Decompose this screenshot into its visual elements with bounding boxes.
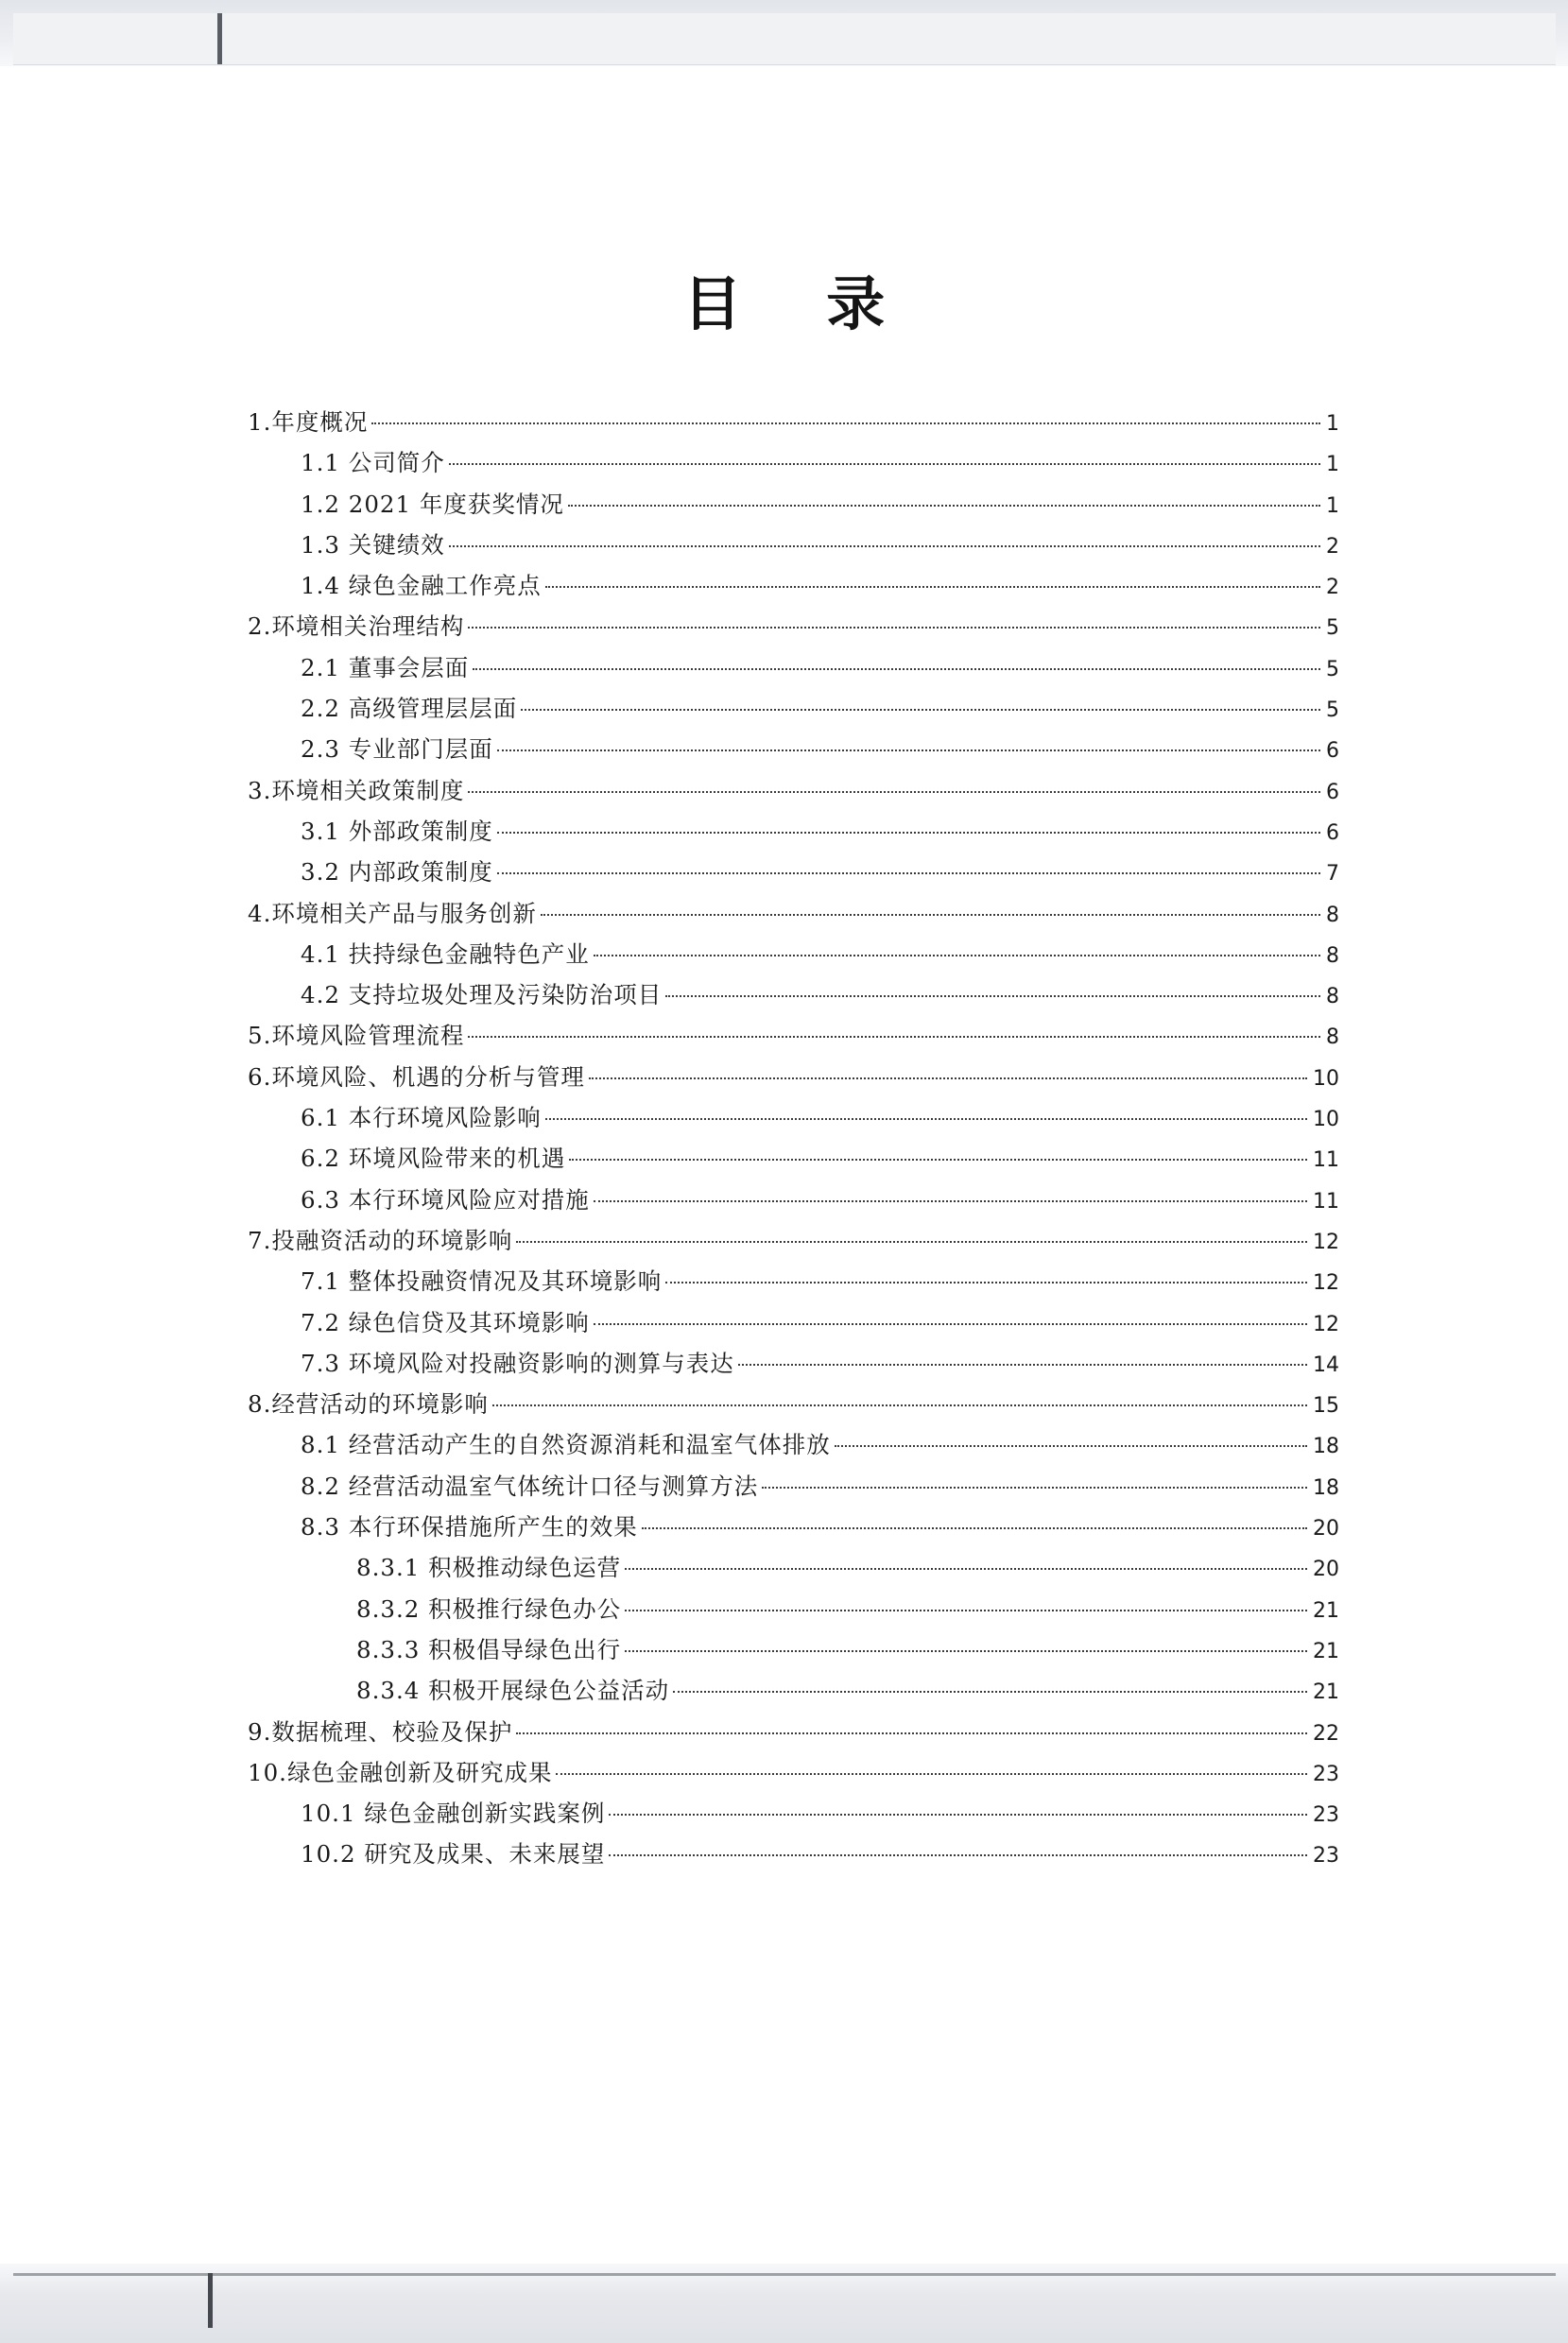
toc-entry-page: 12 [1313, 1230, 1339, 1254]
toc-entry-page: 1 [1326, 412, 1339, 436]
toc-leader-dots [521, 709, 1320, 711]
toc-leader-dots [625, 1568, 1307, 1570]
toc-entry[interactable] [248, 647, 1339, 688]
toc-leader-dots [371, 422, 1320, 424]
toc-entry-page: 6 [1326, 739, 1339, 764]
toc-entry-page: 21 [1313, 1639, 1339, 1663]
toc-entry[interactable] [248, 1507, 1339, 1547]
toc-entry-page: 23 [1313, 1803, 1339, 1828]
toc-entry-label: 1.3 关键绩效 [301, 530, 445, 559]
toc-leader-dots [545, 586, 1320, 588]
toc-entry[interactable] [248, 565, 1339, 606]
toc-entry-page: 11 [1313, 1148, 1339, 1173]
toc-entry-page: 12 [1313, 1271, 1339, 1296]
toc-entry-label: 8.3.1 积极推动绿色运营 [356, 1554, 622, 1582]
toc-entry-page: 1 [1326, 493, 1339, 518]
toc-entry-label: 8.3.2 积极推行绿色办公 [356, 1594, 622, 1623]
toc-entry-label: 3.环境相关政策制度 [248, 776, 465, 804]
toc-entry-page: 8 [1326, 903, 1339, 927]
toc-entry-page: 20 [1313, 1558, 1339, 1582]
toc-entry-page: 5 [1326, 657, 1339, 681]
toc-leader-dots [665, 995, 1320, 997]
toc-entry[interactable] [248, 974, 1339, 1015]
toc-leader-dots [589, 1077, 1307, 1079]
toc-entry-label: 5.环境风险管理流程 [248, 1022, 465, 1050]
toc-entry-page: 2 [1326, 534, 1339, 559]
toc-entry[interactable] [248, 811, 1339, 852]
toc-entry-page: 23 [1313, 1844, 1339, 1869]
toc-entry[interactable] [248, 1138, 1339, 1179]
toc-leader-dots [625, 1610, 1307, 1611]
toc-leader-dots [835, 1445, 1307, 1447]
toc-entry-label: 6.2 环境风险带来的机遇 [301, 1145, 566, 1173]
toc-entry-label: 1.4 绿色金融工作亮点 [301, 572, 542, 600]
toc-leader-dots [516, 1732, 1307, 1734]
toc-entry[interactable] [248, 1302, 1339, 1343]
toc-entry[interactable] [248, 1752, 1339, 1793]
toc-entry-label: 7.3 环境风险对投融资影响的测算与表达 [301, 1349, 734, 1377]
toc-entry-label: 4.1 扶持绿色金融特色产业 [301, 939, 590, 968]
scan-top-bar [13, 13, 1556, 65]
toc-entry-label: 1.1 公司简介 [301, 449, 445, 477]
toc-leader-dots [497, 749, 1320, 751]
toc-leader-dots [497, 832, 1320, 834]
toc-entry-label: 8.经营活动的环境影响 [248, 1390, 489, 1419]
toc-entry-page: 18 [1313, 1475, 1339, 1500]
toc-entry-page: 8 [1326, 943, 1339, 968]
toc-leader-dots [541, 914, 1320, 916]
toc-entry[interactable] [248, 1384, 1339, 1424]
toc-leader-dots [468, 627, 1320, 629]
toc-entry[interactable] [248, 770, 1339, 811]
toc-entry[interactable] [248, 893, 1339, 934]
toc-leader-dots [497, 872, 1320, 874]
toc-entry[interactable] [248, 402, 1339, 442]
toc-entry[interactable] [248, 525, 1339, 565]
toc-entry[interactable] [248, 1466, 1339, 1507]
toc-entry-label: 9.数据梳理、校验及保护 [248, 1717, 513, 1746]
toc-entry-label: 4.2 支持垃圾处理及污染防治项目 [301, 981, 663, 1009]
toc-entry-label: 10.2 研究及成果、未来展望 [301, 1840, 606, 1869]
toc-entry[interactable] [248, 606, 1339, 646]
toc-entry-page: 11 [1313, 1189, 1339, 1214]
toc-entry[interactable] [248, 1261, 1339, 1301]
toc-entry[interactable] [248, 1343, 1339, 1384]
toc-entry[interactable] [248, 729, 1339, 769]
page-title: 目 录 [682, 269, 918, 338]
toc-leader-dots [468, 791, 1320, 793]
toc-entry-label: 3.2 内部政策制度 [301, 858, 493, 887]
toc-entry-page: 2 [1326, 576, 1339, 600]
toc-entry[interactable] [248, 1180, 1339, 1220]
toc-leader-dots [569, 1159, 1307, 1161]
toc-entry-page: 5 [1326, 698, 1339, 723]
toc-entry-label: 2.3 专业部门层面 [301, 735, 493, 764]
toc-entry[interactable] [248, 1670, 1339, 1711]
toc-entry[interactable] [248, 1589, 1339, 1629]
toc-entry[interactable] [248, 1834, 1339, 1874]
toc-entry-page: 8 [1326, 1025, 1339, 1050]
toc-entry[interactable] [248, 1629, 1339, 1670]
toc-leader-dots [665, 1282, 1307, 1283]
toc-leader-dots [609, 1814, 1307, 1816]
toc-entry-label: 7.2 绿色信贷及其环境影响 [301, 1308, 590, 1336]
toc-entry-label: 8.3 本行环保措施所产生的效果 [301, 1513, 638, 1542]
toc-entry-label: 8.3.3 积极倡导绿色出行 [356, 1635, 622, 1663]
toc-entry-label: 8.1 经营活动产生的自然资源消耗和温室气体排放 [301, 1431, 831, 1459]
toc-entry-label: 10.绿色金融创新及研究成果 [248, 1758, 553, 1786]
toc-entry-label: 7.1 整体投融资情况及其环境影响 [301, 1267, 663, 1296]
toc-entry[interactable] [248, 1793, 1339, 1834]
toc-entry-page: 8 [1326, 985, 1339, 1009]
toc-entry[interactable] [248, 1015, 1339, 1056]
toc-leader-dots [468, 1036, 1320, 1038]
toc-entry-page: 12 [1313, 1312, 1339, 1336]
toc-entry-page: 18 [1313, 1435, 1339, 1459]
toc-entry-page: 23 [1313, 1762, 1339, 1786]
toc-entry-page: 10 [1313, 1066, 1339, 1091]
toc-entry[interactable] [248, 1057, 1339, 1097]
toc-entry-label: 8.3.4 积极开展绿色公益活动 [356, 1677, 670, 1705]
toc-entry[interactable] [248, 688, 1339, 729]
toc-entry-page: 6 [1326, 820, 1339, 845]
toc-entry-label: 2.2 高级管理层层面 [301, 695, 518, 723]
toc-entry-label: 8.2 经营活动温室气体统计口径与测算方法 [301, 1472, 759, 1500]
toc-entry-page: 20 [1313, 1517, 1339, 1542]
toc-entry[interactable] [248, 1547, 1339, 1588]
toc-leader-dots [609, 1854, 1307, 1856]
toc-leader-dots [449, 463, 1320, 465]
toc-entry[interactable] [248, 1424, 1339, 1465]
toc-entry-page: 14 [1313, 1352, 1339, 1377]
scan-top-edge [0, 0, 1568, 66]
toc-entry[interactable] [248, 442, 1339, 483]
toc-entry[interactable] [248, 934, 1339, 974]
toc-entry-page: 22 [1313, 1721, 1339, 1746]
toc-leader-dots [594, 1200, 1307, 1202]
scan-bottom-edge [0, 2264, 1568, 2343]
toc-leader-dots [594, 1323, 1307, 1325]
scan-bottom-line [13, 2273, 1556, 2276]
toc-list [248, 402, 1339, 1875]
toc-leader-dots [762, 1487, 1307, 1489]
toc-leader-dots [594, 955, 1320, 956]
toc-entry[interactable] [248, 1712, 1339, 1752]
toc-entry-page: 21 [1313, 1598, 1339, 1623]
scan-bottom-mark [208, 2273, 213, 2328]
toc-entry-label: 2.1 董事会层面 [301, 653, 470, 681]
toc-entry[interactable] [248, 1220, 1339, 1261]
toc-leader-dots [738, 1364, 1307, 1366]
scan-top-mark [217, 13, 222, 64]
toc-leader-dots [673, 1691, 1307, 1693]
toc-entry-label: 2.环境相关治理结构 [248, 612, 465, 641]
toc-entry-page: 7 [1326, 862, 1339, 887]
toc-entry-label: 4.环境相关产品与服务创新 [248, 899, 537, 927]
toc-entry-page: 1 [1326, 453, 1339, 477]
toc-entry-page: 5 [1326, 616, 1339, 641]
toc-entry-page: 15 [1313, 1394, 1339, 1419]
toc-entry[interactable] [248, 852, 1339, 892]
toc-leader-dots [516, 1241, 1307, 1243]
toc-leader-dots [545, 1118, 1307, 1120]
toc-leader-dots [492, 1404, 1307, 1406]
toc-leader-dots [625, 1650, 1307, 1652]
toc-entry-label: 6.3 本行环境风险应对措施 [301, 1185, 590, 1214]
toc-entry-page: 21 [1313, 1680, 1339, 1705]
toc-leader-dots [568, 505, 1320, 507]
toc-leader-dots [449, 545, 1320, 547]
toc-entry-label: 6.1 本行环境风险影响 [301, 1104, 542, 1132]
toc-leader-dots [556, 1773, 1307, 1775]
toc-entry-page: 10 [1313, 1108, 1339, 1132]
toc-entry[interactable] [248, 1097, 1339, 1138]
toc-entry-label: 6.环境风险、机遇的分析与管理 [248, 1062, 585, 1091]
toc-entry-page: 6 [1326, 780, 1339, 804]
toc-entry-label: 7.投融资活动的环境影响 [248, 1226, 513, 1254]
toc-entry-label: 1.年度概况 [248, 408, 369, 436]
toc-entry[interactable] [248, 484, 1339, 525]
toc-leader-dots [642, 1527, 1307, 1529]
toc-entry-label: 10.1 绿色金融创新实践案例 [301, 1800, 606, 1828]
toc-entry-label: 1.2 2021 年度获奖情况 [301, 490, 564, 518]
toc-leader-dots [473, 668, 1320, 670]
toc-entry-label: 3.1 外部政策制度 [301, 817, 493, 845]
